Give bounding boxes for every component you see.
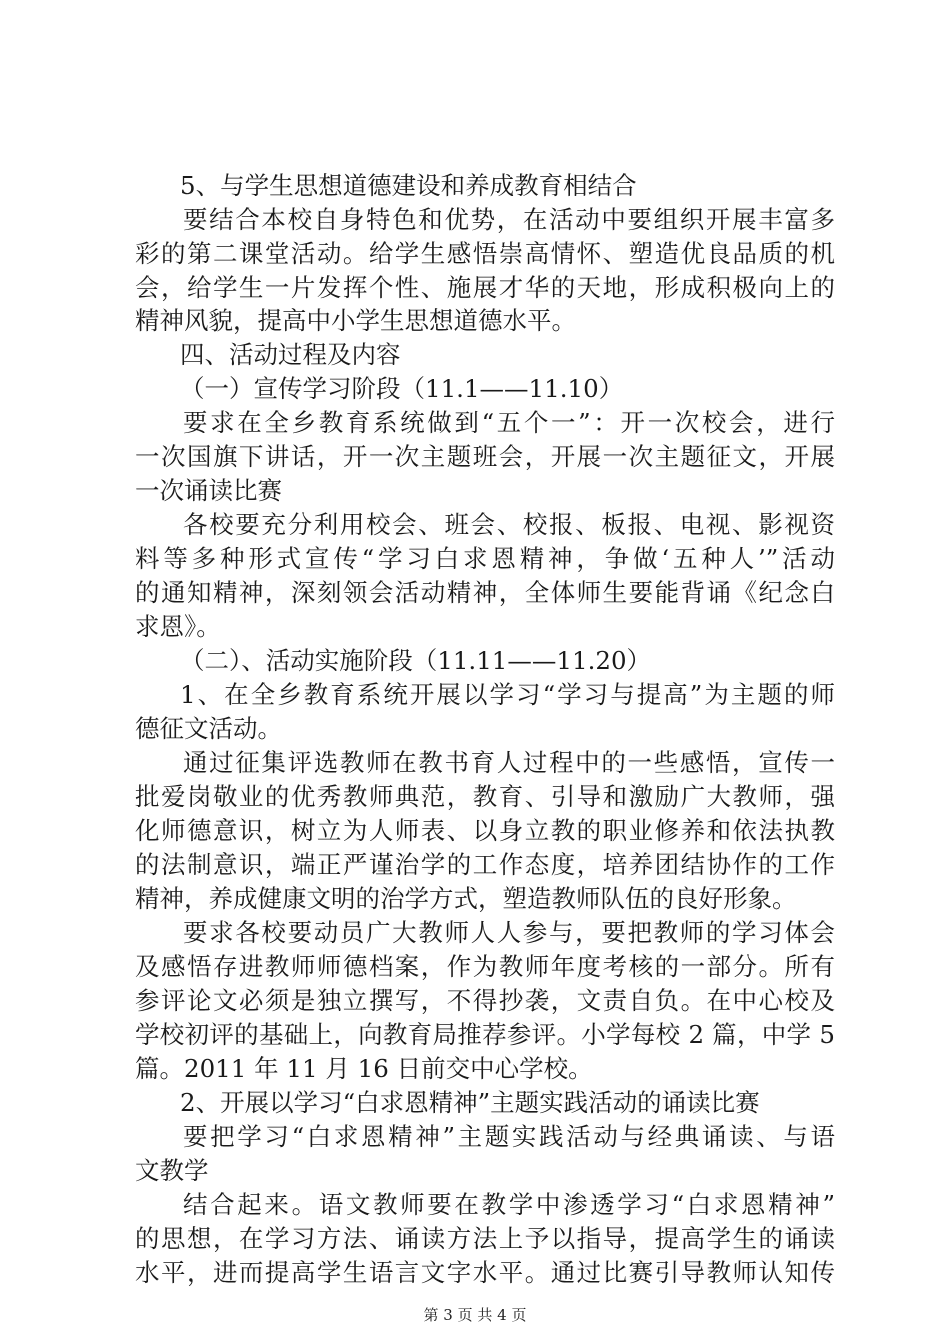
paragraph-line: 篇。2011 年 11 月 16 日前交中心学校。: [135, 1054, 593, 1083]
paragraph-line: 求恩》。: [135, 612, 221, 641]
paragraph-line: 学校初评的基础上，向教育局推荐参评。小学每校 2 篇，中学 5: [135, 1020, 835, 1049]
paragraph-line: 通过征集评选教师在教书育人过程中的一些感悟，宣传一: [183, 748, 835, 777]
subsection-heading: （二）、活动实施阶段（11.11——11.20）: [180, 646, 652, 675]
paragraph-line: 及感悟存进教师师德档案，作为教师年度考核的一部分。所有: [135, 952, 835, 981]
paragraph-line: 会，给学生一片发挥个性、施展才华的天地，形成积极向上的: [135, 273, 835, 302]
paragraph-line: 批爱岗敬业的优秀教师典范，教育、引导和激励广大教师，强: [135, 782, 835, 811]
paragraph-line: 要结合本校自身特色和优势，在活动中要组织开展丰富多: [183, 205, 835, 234]
paragraph-line: 的通知精神，深刻领会活动精神，全体师生要能背诵《纪念白: [135, 578, 835, 607]
paragraph-line: 彩的第二课堂活动。给学生感悟崇高情怀、塑造优良品质的机: [135, 239, 835, 268]
numbered-heading: 5、与学生思想道德建设和养成教育相结合: [180, 171, 637, 200]
paragraph-line: 要把学习“白求恩精神”主题实践活动与经典诵读、与语: [183, 1122, 835, 1151]
paragraph-line: 要求在全乡教育系统做到“五个一”：开一次校会，进行: [183, 408, 835, 437]
paragraph-line: 水平，进而提高学生语言文字水平。通过比赛引导教师认知传: [135, 1258, 835, 1287]
paragraph-line: 一次诵读比赛: [135, 476, 282, 505]
paragraph-line: 精神风貌，提高中小学生思想道德水平。: [135, 306, 576, 335]
paragraph-line: 的法制意识，端正严谨治学的工作态度，培养团结协作的工作: [135, 850, 835, 879]
paragraph-line: 料等多种形式宣传“学习白求恩精神，争做‘五种人’”活动: [135, 544, 835, 573]
paragraph-line: 文教学: [135, 1156, 209, 1185]
paragraph-line: 化师德意识，树立为人师表、以身立教的职业修养和依法执教: [135, 816, 835, 845]
paragraph-line: 的思想，在学习方法、诵读方法上予以指导，提高学生的诵读: [135, 1224, 835, 1253]
paragraph-line: 精神，养成健康文明的治学方式，塑造教师队伍的良好形象。: [135, 884, 797, 913]
page-footer: 第 3 页 共 4 页: [423, 1306, 527, 1324]
numbered-heading: 1、在全乡教育系统开展以学习“学习与提高”为主题的师: [180, 680, 835, 709]
paragraph-line: 要求各校要动员广大教师人人参与，要把教师的学习体会: [183, 918, 835, 947]
section-heading: 四、活动过程及内容: [180, 340, 401, 369]
paragraph-line: 一次国旗下讲话，开一次主题班会，开展一次主题征文，开展: [135, 442, 835, 471]
paragraph-line: 参评论文必须是独立撰写，不得抄袭，文责自负。在中心校及: [135, 986, 835, 1015]
subsection-heading: （一）宣传学习阶段（11.1——11.10）: [180, 374, 624, 403]
numbered-heading: 2、开展以学习“白求恩精神”主题实践活动的诵读比赛: [180, 1088, 760, 1117]
paragraph-line: 德征文活动。: [135, 714, 282, 743]
paragraph-line: 各校要充分利用校会、班会、校报、板报、电视、影视资: [183, 510, 835, 539]
paragraph-line: 结合起来。语文教师要在教学中渗透学习“白求恩精神”: [183, 1190, 835, 1219]
